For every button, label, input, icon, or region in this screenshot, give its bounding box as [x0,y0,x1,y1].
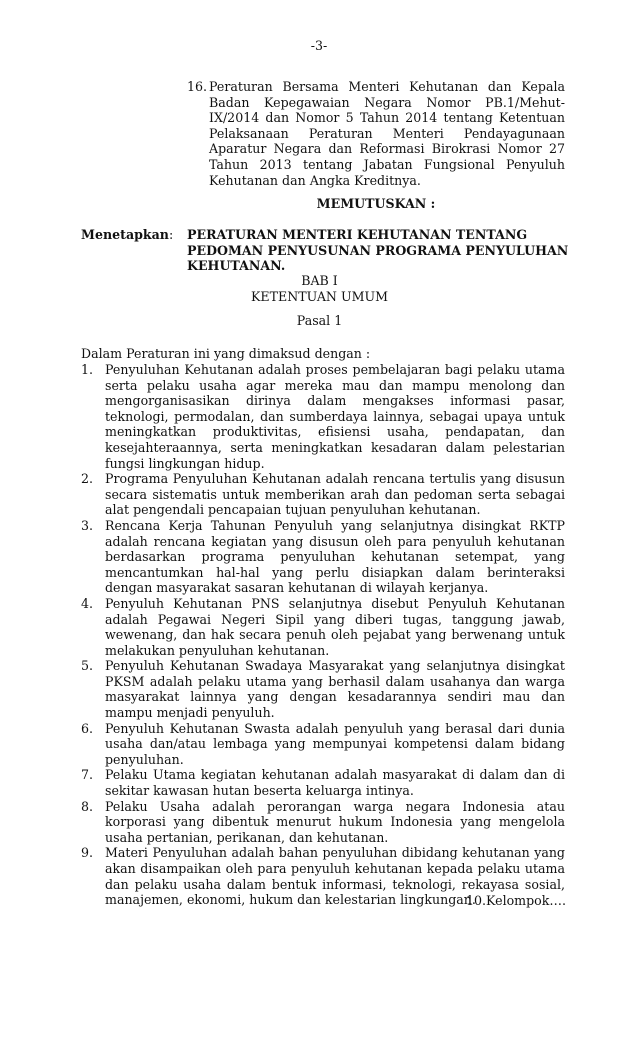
definition-text: Penyuluhan Kehutanan adalah proses pembelajaran bagi pelaku utama serta pelaku usaha agar mereka mau dan mampu menolong dan mengorganisasikan dirinya dalam mengakses informasi pasar, teknologi, permodalan, dan sumberdaya lainnya, sebagai upaya untuk meningkatkan produktivitas, efisiensi usaha, pendapatan, dan kesejahteraannya, serta meningkatkan kesadaran dalam pelestarian fungsi lingkungan hidup. [105,362,565,471]
definition-number: 1. [81,362,94,377]
menetapkan-value: PERATURAN MENTERI KEHUTANAN TENTANG PEDOMAN PENYUSUNAN PROGRAMA PENYULUHAN KEHUTANAN. [187,227,569,274]
definition-item [81,362,565,471]
definitions-list [81,362,565,908]
definition-item [81,767,565,798]
definitions-intro: Dalam Peraturan ini yang dimaksud dengan : [81,346,371,361]
definition-text: Penyuluh Kehutanan Swasta adalah penyuluh yang berasal dari dunia usaha dan/atau lembaga yang mempunyai kompetensi dalam bidang penyuluhan. [105,720,565,767]
definition-text: Penyuluh Kehutanan PNS selanjutnya disebut Penyuluh Kehutanan adalah Pegawai Negeri Sipil yang diberi tugas, tanggung jawab, wewenang, dan hak secara penuh oleh pejabat yang berwenang untuk melakukan penyuluhan kehutanan. [105,595,565,658]
definition-item [81,471,565,518]
article-heading: Pasal 1 [296,313,343,328]
menetapkan-row [81,227,571,274]
consideration-item [187,79,565,188]
page-number: -3- [310,38,328,53]
definition-number: 8. [81,798,94,814]
definition-text: Pelaku Usaha adalah perorangan warga negara Indonesia atau korporasi yang dibentuk menurut hukum Indonesia yang mengelola usaha pertanian, perikanan, dan kehutanan. [105,798,565,845]
definition-text: Programa Penyuluhan Kehutanan adalah rencana tertulis yang disusun secara sistematis untuk memberikan arah dan pedoman serta sebagai alat pengendali pencapaian tujuan penyuluhan kehutanan. [105,471,565,518]
definition-item [81,518,565,596]
menetapkan-colon: : [169,227,174,242]
definition-number: 3. [81,517,94,533]
chapter-title: KETENTUAN UMUM [251,288,388,304]
definition-number: 6. [81,720,94,736]
definition-item [81,799,565,846]
chapter-heading [187,273,452,304]
definition-item [81,658,565,720]
definition-number: 2. [81,471,94,487]
page-continuation: 10.Kelompok…. [466,893,566,908]
definition-number: 7. [81,767,94,783]
definition-number: 5. [81,658,94,674]
definition-item [81,596,565,658]
definition-item [81,721,565,768]
chapter-number: BAB I [301,273,338,288]
definition-number: 4. [81,595,94,611]
definition-text: Pelaku Utama kegiatan kehutanan adalah masyarakat di dalam dan di sekitar kawasan hutan beserta keluarga intinya. [105,767,565,799]
definition-text: Rencana Kerja Tahunan Penyuluh yang selanjutnya disingkat RKTP adalah rencana kegiatan yang disusun oleh para penyuluh kehutanan berdasarkan programa penyuluhan kehutanan setempat, yang mencantumkan hal-hal yang perlu disiapkan dalam berinteraksi dengan masyarakat sasaran kehutanan di wilayah kerjanya. [105,517,565,596]
definition-text: Materi Penyuluhan adalah bahan penyuluhan dibidang kehutanan yang akan disampaikan oleh para penyuluh kehutanan kepada pelaku utama dan pelaku usaha dalam bentuk informasi, teknologi, rekayasa sosial, manajemen, ekonomi, hukum dan kelestarian lingkungan. [105,845,565,908]
consideration-text: Peraturan Bersama Menteri Kehutanan dan Kepala Badan Kepegawaian Negara Nomor PB.1/Mehut-IX/2014 dan Nomor 5 Tahun 2014 tentang Ketentuan Pelaksanaan Peraturan Menteri Pendayagunaan Aparatur Negara dan Reformasi Birokrasi Nomor 27 Tahun 2013 tentang Jabatan Fungsional Penyuluh Kehutanan dan Angka Kreditnya. [209,79,565,188]
consideration-number: 16. [187,79,208,94]
decision-heading: MEMUTUSKAN : [316,196,436,211]
definition-text: Penyuluh Kehutanan Swadaya Masyarakat yang selanjutnya disingkat PKSM adalah pelaku utama yang berhasil dalam usahanya dan warga masyarakat lainnya yang dengan kesadarannya sendiri mau dan mampu menjadi penyuluh. [105,658,565,721]
definition-number: 9. [81,845,94,861]
menetapkan-label: Menetapkan [81,227,169,242]
